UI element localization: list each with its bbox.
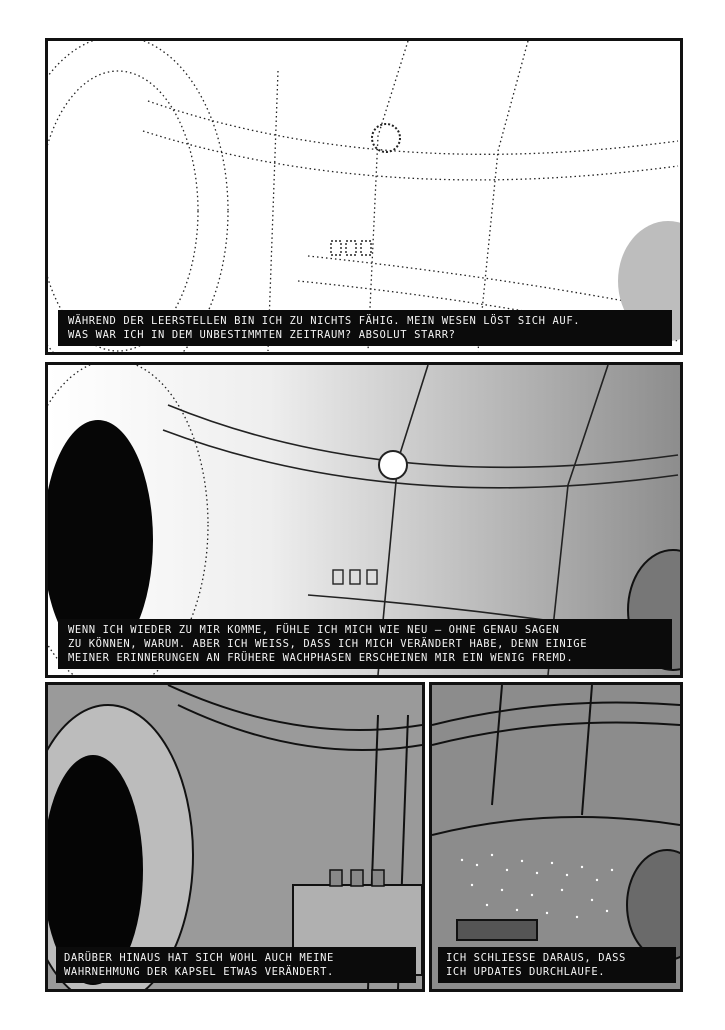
capsule-interior-drawing	[48, 685, 422, 989]
caption-box-3	[56, 947, 416, 983]
hatch-ring	[379, 451, 407, 479]
caption-line: WENN ICH WIEDER ZU MIR KOMME, FÜHLE ICH MICH WIE NEU – OHNE GENAU SAGEN	[68, 624, 560, 636]
caption-box-2	[58, 619, 672, 669]
caption-line: ZU KÖNNEN, WARUM. ABER ICH WEISS, DASS ICH MICH VERÄNDERT HABE, DENN EINIGE	[68, 638, 588, 650]
caption-box-4	[438, 947, 676, 983]
caption-line: ICH SCHLIESSE DARAUS, DASS	[446, 952, 626, 964]
console-panel	[457, 920, 537, 940]
comic-panel-3	[45, 682, 425, 992]
hatch-ring	[372, 124, 400, 152]
comic-panel-1	[45, 38, 683, 355]
capsule-interior-drawing	[432, 685, 680, 989]
caption-line: WÄHREND DER LEERSTELLEN BIN ICH ZU NICHTS FÄHIG. MEIN WESEN LÖST SICH AUF.	[68, 315, 581, 327]
caption-box-1	[58, 310, 672, 346]
caption-line: WAS WAR ICH IN DEM UNBESTIMMTEN ZEITRAUM? ABSOLUT STARR?	[68, 329, 456, 341]
porthole-outline	[48, 41, 228, 352]
caption-line: DARÜBER HINAUS HAT SICH WOHL AUCH MEINE	[64, 952, 334, 964]
comic-panel-4	[429, 682, 683, 992]
capsule-interior-drawing	[48, 41, 680, 352]
comic-panel-2	[45, 362, 683, 678]
caption-line: ICH UPDATES DURCHLAUFE.	[446, 966, 606, 978]
caption-line: MEINER ERINNERUNGEN AN FRÜHERE WACHPHASEN ERSCHEINEN MIR EIN WENIG FREMD.	[68, 652, 574, 664]
caption-line: WAHRNEHMUNG DER KAPSEL ETWAS VERÄNDERT.	[64, 966, 334, 978]
